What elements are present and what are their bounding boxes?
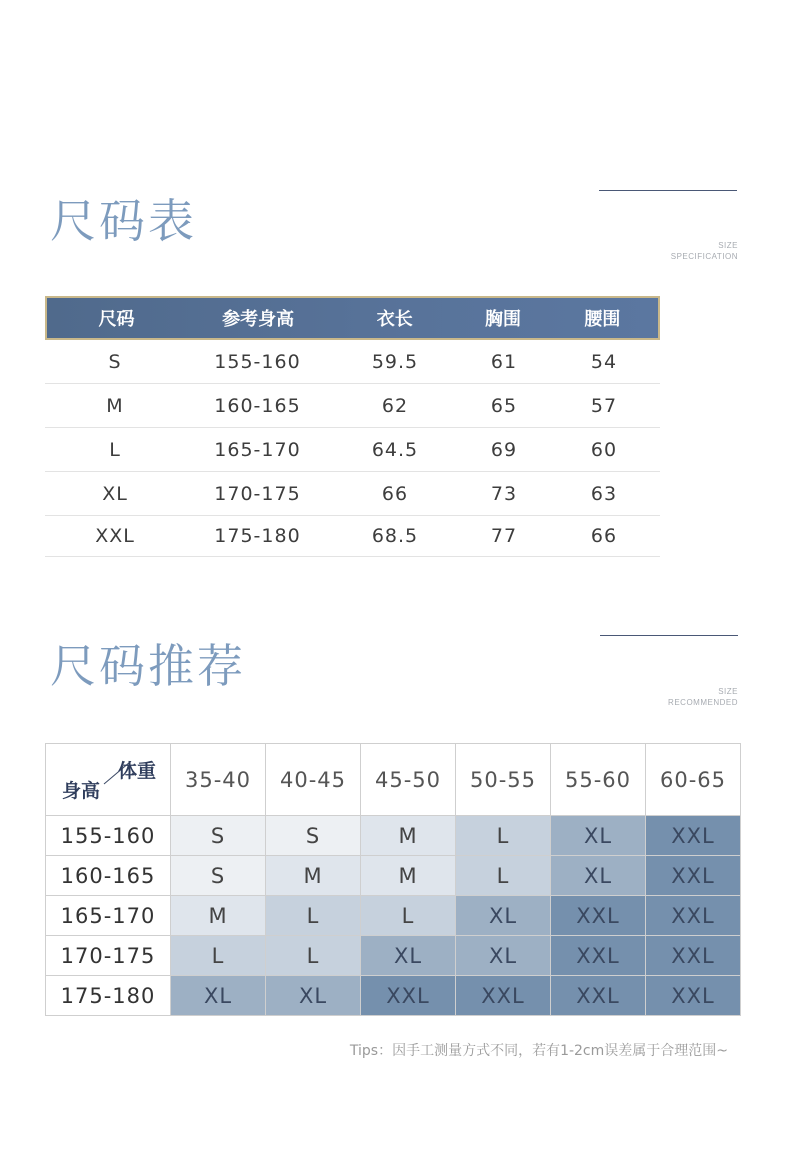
table-row	[45, 472, 660, 516]
size-cell: XL	[551, 816, 646, 856]
cell-size: M	[106, 394, 124, 417]
size-spec-table	[45, 296, 660, 557]
size-chart-title: 尺码表	[50, 194, 197, 248]
height-header: 165-170	[46, 896, 171, 936]
cell-height: 165-170	[214, 438, 301, 461]
weight-header: 55-60	[551, 744, 646, 816]
size-cell: L	[266, 936, 361, 976]
weight-header: 60-65	[646, 744, 741, 816]
size-cell: M	[361, 816, 456, 856]
table-row	[45, 340, 660, 384]
size-cell: XXL	[646, 976, 741, 1016]
corner-height-label: 身高	[62, 780, 101, 802]
height-header: 175-180	[46, 976, 171, 1016]
header-waist: 腰围	[584, 309, 621, 330]
cell-waist: 66	[590, 525, 618, 547]
cell-size: S	[108, 350, 122, 373]
size-cell: L	[456, 816, 551, 856]
size-cell: XXL	[551, 896, 646, 936]
size-cell: M	[361, 856, 456, 896]
size-recommend-table	[45, 743, 741, 1016]
size-cell: XL	[361, 936, 456, 976]
weight-header: 50-55	[456, 744, 551, 816]
cell-chest: 65	[490, 394, 518, 417]
cell-waist: 54	[590, 350, 618, 373]
cell-size: L	[109, 438, 121, 461]
size-cell: XXL	[646, 936, 741, 976]
cell-size: XXL	[95, 525, 135, 547]
cell-height: 170-175	[214, 482, 301, 505]
cell-height: 160-165	[214, 394, 301, 417]
size-cell: XXL	[551, 976, 646, 1016]
size-cell: S	[171, 816, 266, 856]
size-cell: XL	[456, 936, 551, 976]
cell-waist: 57	[590, 394, 618, 417]
cell-height: 155-160	[214, 350, 301, 373]
size-spec-line1: SIZE	[718, 241, 738, 250]
weight-header: 45-50	[361, 744, 456, 816]
title-rule-1	[599, 190, 737, 191]
size-cell: XL	[456, 896, 551, 936]
weight-header: 40-45	[266, 744, 361, 816]
size-recommended-line2: RECOMMENDED	[668, 698, 738, 707]
header-chest: 胸围	[485, 309, 522, 330]
header-length: 衣长	[376, 309, 413, 330]
cell-chest: 61	[490, 350, 518, 373]
table-row	[46, 936, 741, 976]
height-header: 170-175	[46, 936, 171, 976]
cell-length: 62	[381, 394, 409, 417]
cell-length: 64.5	[371, 438, 419, 461]
cell-chest: 73	[490, 482, 518, 505]
size-spec-line2: SPECIFICATION	[670, 252, 738, 261]
size-cell: XXL	[361, 976, 456, 1016]
weight-header-row	[46, 744, 741, 816]
cell-height: 175-180	[214, 525, 301, 547]
cell-length: 59.5	[371, 350, 419, 373]
height-header: 155-160	[46, 816, 171, 856]
title-rule-2	[600, 635, 738, 636]
corner-weight-label: 体重	[117, 760, 156, 782]
height-header: 160-165	[46, 856, 171, 896]
size-cell: XL	[171, 976, 266, 1016]
tips-note: Tips：因手工测量方式不同，若有1-2cm误差属于合理范围~	[349, 1043, 728, 1059]
size-cell: L	[361, 896, 456, 936]
corner-diagonal	[46, 744, 170, 815]
size-cell: M	[266, 856, 361, 896]
table-row	[46, 976, 741, 1016]
size-cell: XXL	[646, 896, 741, 936]
header-size: 尺码	[98, 309, 135, 330]
size-cell: XXL	[456, 976, 551, 1016]
size-cell: XXL	[551, 936, 646, 976]
size-cell: M	[171, 896, 266, 936]
cell-chest: 77	[490, 525, 518, 547]
size-cell: S	[266, 816, 361, 856]
header-ref-height: 参考身高	[222, 309, 295, 330]
size-recommend-title: 尺码推荐	[50, 639, 246, 693]
size-cell: L	[266, 896, 361, 936]
size-cell: S	[171, 856, 266, 896]
cell-waist: 63	[590, 482, 618, 505]
size-cell: L	[456, 856, 551, 896]
corner-cell	[46, 744, 171, 816]
size-spec-header	[45, 296, 660, 340]
size-recommended-label	[668, 686, 738, 708]
table-row	[46, 856, 741, 896]
cell-chest: 69	[490, 438, 518, 461]
cell-length: 66	[381, 482, 409, 505]
size-cell: L	[171, 936, 266, 976]
size-cell: XXL	[646, 856, 741, 896]
size-spec-label	[671, 240, 738, 262]
size-cell: XL	[266, 976, 361, 1016]
table-row	[45, 384, 660, 428]
size-cell: XL	[551, 856, 646, 896]
table-row	[46, 816, 741, 856]
table-row	[45, 516, 660, 557]
table-row	[46, 896, 741, 936]
weight-header: 35-40	[171, 744, 266, 816]
table-row	[45, 428, 660, 472]
size-cell: XXL	[646, 816, 741, 856]
cell-waist: 60	[590, 438, 618, 461]
size-recommended-line1: SIZE	[718, 687, 738, 696]
cell-length: 68.5	[371, 525, 419, 547]
cell-size: XL	[102, 482, 128, 505]
